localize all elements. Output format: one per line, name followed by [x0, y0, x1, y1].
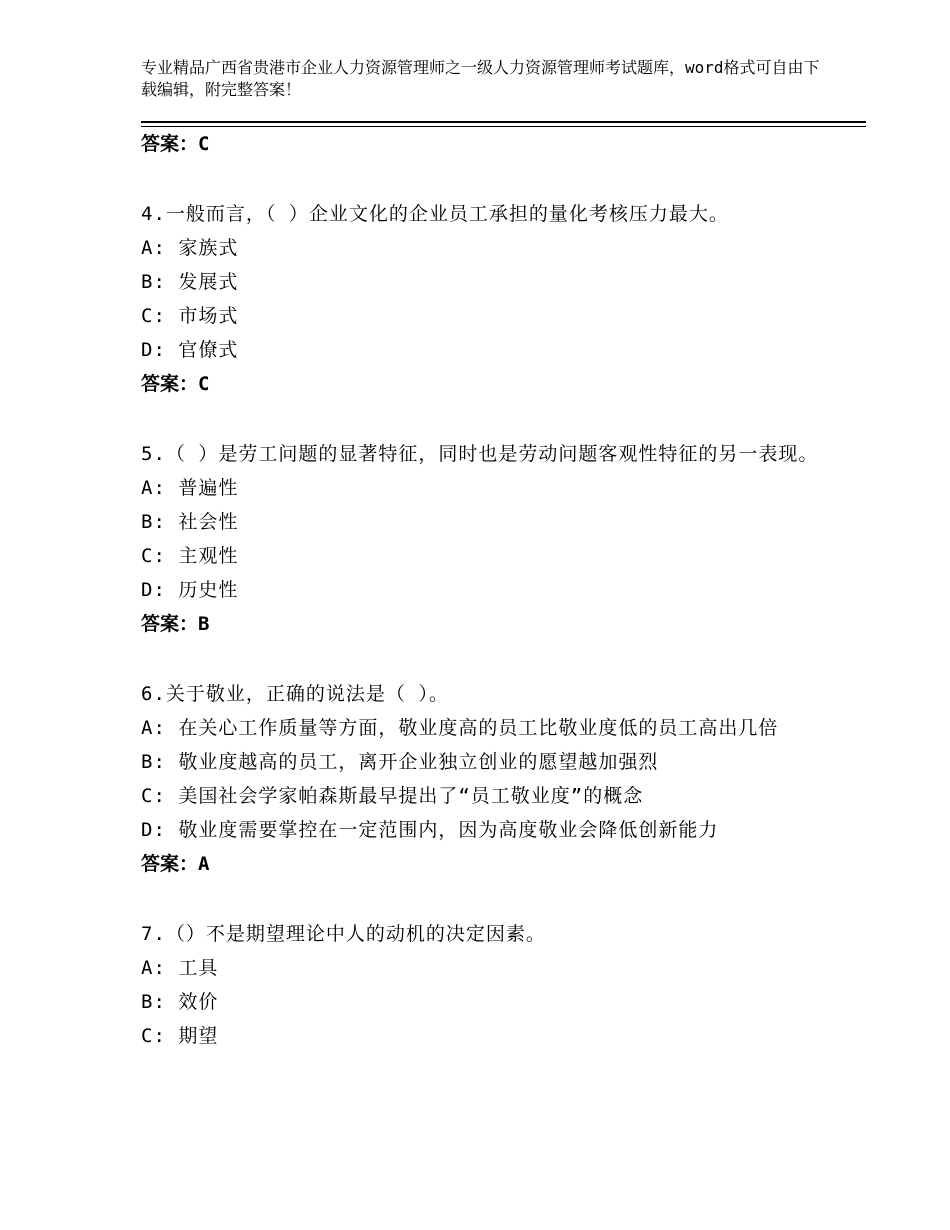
question-list: [141, 126, 831, 1053]
question-stem: 5.（ ）是劳工问题的显著特征，同时也是劳动问题客观性特征的另一表现。: [141, 443, 819, 465]
answer-label: 答案：A: [141, 853, 210, 875]
option-d: D: 官僚式: [141, 339, 239, 361]
document-header: 专业精品广西省贵港市企业人力资源管理师之一级人力资源管理师考试题库，word格式可自由下载编辑，附完整答案！: [141, 58, 820, 99]
option-c: C: 期望: [141, 1025, 219, 1047]
question-item: [141, 437, 831, 641]
header-rule-thick: [141, 121, 866, 123]
option-a: A: 家族式: [141, 237, 239, 259]
option-b: B: 发展式: [141, 271, 239, 293]
option-c: C: 市场式: [141, 305, 239, 327]
option-a: A: 普遍性: [141, 477, 239, 499]
question-item: [141, 917, 831, 1053]
question-stem: 7.（）不是期望理论中人的动机的决定因素。: [141, 923, 546, 945]
option-a: A: 工具: [141, 957, 219, 979]
option-d: D: 敬业度需要掌控在一定范围内，因为高度敬业会降低创新能力: [141, 819, 719, 841]
option-c: C: 美国社会学家帕森斯最早提出了“员工敬业度”的概念: [141, 785, 644, 807]
question-stem: 6.关于敬业，正确的说法是（ ）。: [141, 683, 449, 705]
question-stem: 4.一般而言，（ ）企业文化的企业员工承担的量化考核压力最大。: [141, 203, 729, 225]
answer-label: 答案：C: [141, 373, 210, 395]
option-b: B: 敬业度越高的员工，离开企业独立创业的愿望越加强烈: [141, 751, 659, 773]
option-b: B: 社会性: [141, 511, 239, 533]
question-item: [141, 197, 831, 401]
question-item: [141, 677, 831, 881]
answer-label: 答案：B: [141, 613, 210, 635]
option-b: B: 效价: [141, 991, 219, 1013]
answer-label: 答案：C: [141, 133, 210, 155]
option-a: A: 在关心工作质量等方面，敬业度高的员工比敬业度低的员工高出几倍: [141, 717, 779, 739]
option-d: D: 历史性: [141, 579, 239, 601]
option-c: C: 主观性: [141, 545, 239, 567]
